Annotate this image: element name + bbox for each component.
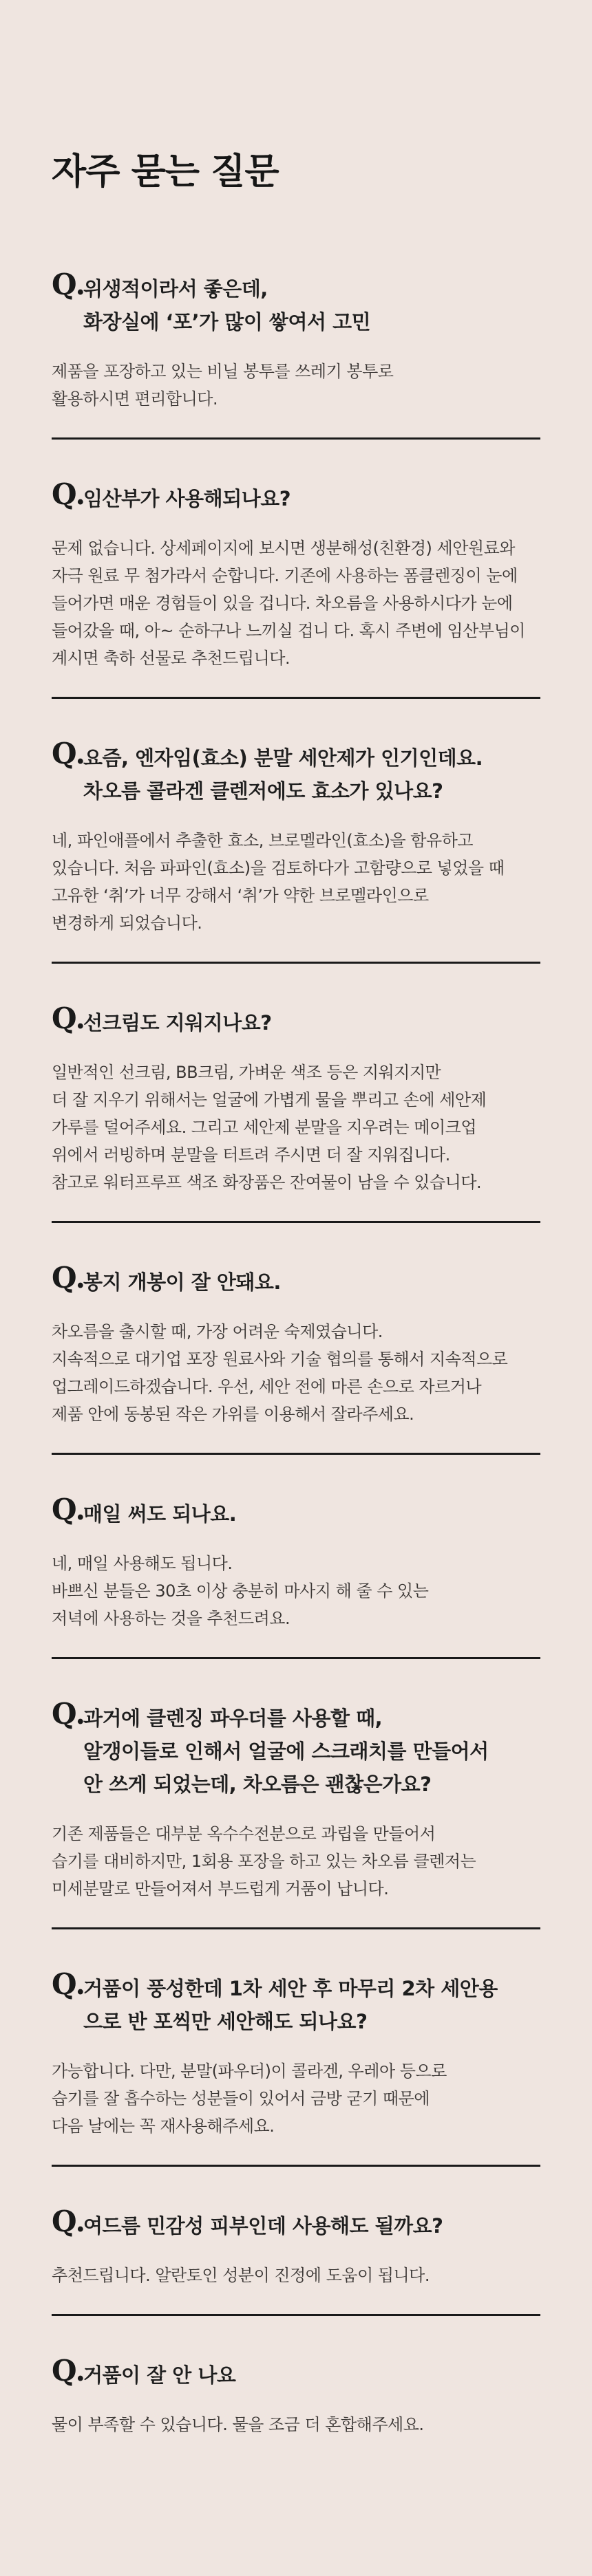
- faq-item: [52, 477, 540, 699]
- answer-line: 고유한 ‘취’가 너무 강해서 ‘취’가 약한 브로멜라인으로: [52, 886, 429, 905]
- answer-line: 계시면 축하 선물로 추천드립니다.: [52, 649, 290, 668]
- question-text: [83, 2209, 540, 2242]
- faq-question: [52, 1967, 540, 2038]
- question-line: 요즘, 엔자임(효소) 분말 세안제가 인기인데요.: [83, 746, 483, 770]
- page-title: 자주 묻는 질문: [52, 151, 279, 193]
- question-text: [83, 742, 540, 808]
- question-line: 거품이 잘 안 나요: [83, 2363, 236, 2387]
- question-mark-label: Q.: [52, 477, 86, 511]
- question-line: 화장실에 ‘포’가 많이 쌓여서 고민: [83, 310, 371, 334]
- answer-line: 저녁에 사용하는 것을 추천드려요.: [52, 1609, 290, 1628]
- answer-line: 더 잘 지우기 위해서는 얼굴에 가볍게 물을 뿌리고 손에 세안제: [52, 1090, 487, 1110]
- answer-line: 가루를 덜어주세요. 그리고 세안제 분말을 지우려는 메이크업: [52, 1118, 477, 1137]
- question-mark-label: Q.: [52, 1002, 86, 1035]
- faq-answer: [52, 1059, 540, 1221]
- faq-answer: [52, 1550, 540, 1657]
- faq-item: [52, 1697, 540, 1929]
- answer-line: 네, 파인애플에서 추출한 효소, 브로멜라인(효소)을 함유하고: [52, 831, 474, 850]
- question-text: [83, 2359, 540, 2392]
- question-mark-label: Q.: [52, 268, 86, 301]
- question-line: 선크림도 지워지나요?: [83, 1011, 272, 1035]
- question-mark-label: Q.: [52, 737, 86, 770]
- question-text: [83, 1006, 540, 1039]
- question-line: 차오름 콜라겐 클렌저에도 효소가 있나요?: [83, 779, 443, 803]
- faq-item: [52, 737, 540, 964]
- answer-line: 습기를 대비하지만, 1회용 포장을 하고 있는 차오름 클렌저는: [52, 1852, 476, 1871]
- answer-line: 위에서 러빙하며 분말을 터트려 주시면 더 잘 지워집니다.: [52, 1145, 450, 1165]
- faq-answer: [52, 1820, 540, 1927]
- answer-line: 참고로 워터프루프 색조 화장품은 잔여물이 남을 수 있습니다.: [52, 1173, 482, 1192]
- faq-list: [52, 268, 540, 2463]
- question-line: 으로 반 포씩만 세안해도 되나요?: [83, 2010, 368, 2033]
- question-line: 거품이 풍성한데 1차 세안 후 마무리 2차 세안용: [83, 1977, 498, 2000]
- faq-question: [52, 1493, 540, 1530]
- faq-item: [52, 1493, 540, 1659]
- faq-item: [52, 2205, 540, 2316]
- answer-line: 가능합니다. 다만, 분말(파우더)이 콜라겐, 우레아 등으로: [52, 2061, 447, 2081]
- question-mark-label: Q.: [52, 2205, 86, 2238]
- answer-line: 업그레이드하겠습니다. 우선, 세안 전에 마른 손으로 자르거나: [52, 1377, 482, 1396]
- answer-line: 변경하게 되었습니다.: [52, 913, 202, 933]
- faq-answer: [52, 2262, 540, 2314]
- answer-line: 들어갔을 때, 아~ 순하구나 느끼실 겁니 다. 혹시 주변에 임산부님이: [52, 621, 525, 640]
- faq-question: [52, 1002, 540, 1039]
- question-line: 임산부가 사용해되나요?: [83, 487, 291, 510]
- faq-answer: [52, 1318, 540, 1453]
- question-mark-label: Q.: [52, 1697, 86, 1731]
- faq-answer: [52, 2411, 540, 2463]
- faq-item: [52, 1261, 540, 1455]
- faq-answer: [52, 534, 540, 697]
- question-mark-label: Q.: [52, 1261, 86, 1295]
- question-line: 여드름 민감성 피부인데 사용해도 될까요?: [83, 2214, 443, 2238]
- answer-line: 일반적인 선크림, BB크림, 가벼운 색조 등은 지워지지만: [52, 1063, 441, 1082]
- answer-line: 미세분말로 만들어져서 부드럽게 거품이 납니다.: [52, 1879, 389, 1898]
- question-mark-label: Q.: [52, 1493, 86, 1526]
- faq-question: [52, 1697, 540, 1801]
- question-text: [83, 1497, 540, 1530]
- question-text: [83, 482, 540, 515]
- faq-question: [52, 477, 540, 515]
- faq-item: [52, 1967, 540, 2167]
- answer-line: 제품을 포장하고 있는 비닐 봉투를 쓰레기 봉투로: [52, 362, 394, 381]
- answer-line: 있습니다. 처음 파파인(효소)을 검토하다가 고함량으로 넣었을 때: [52, 858, 505, 878]
- question-text: [83, 272, 540, 338]
- faq-item: [52, 1002, 540, 1223]
- answer-line: 네, 매일 사용해도 됩니다.: [52, 1554, 233, 1573]
- answer-line: 들어가면 매운 경험들이 있을 겁니다. 차오름을 사용하시다가 눈에: [52, 594, 513, 613]
- faq-item: [52, 2354, 540, 2463]
- faq-question: [52, 737, 540, 808]
- faq-question: [52, 2205, 540, 2242]
- answer-line: 바쁘신 분들은 30초 이상 충분히 마사지 해 줄 수 있는: [52, 1581, 429, 1601]
- answer-line: 습기를 잘 흡수하는 성분들이 있어서 금방 굳기 때문에: [52, 2089, 430, 2108]
- question-line: 과거에 클렌징 파우더를 사용할 때,: [83, 1707, 383, 1730]
- question-line: 안 쓰게 되었는데, 차오름은 괜찮은가요?: [83, 1773, 432, 1796]
- question-text: [83, 1266, 540, 1299]
- question-mark-label: Q.: [52, 1967, 86, 2001]
- faq-question: [52, 2354, 540, 2392]
- answer-line: 제품 안에 동봉된 작은 가위를 이용해서 잘라주세요.: [52, 1405, 414, 1424]
- answer-line: 활용하시면 편리합니다.: [52, 389, 218, 409]
- faq-question: [52, 1261, 540, 1299]
- faq-item: [52, 268, 540, 440]
- faq-answer: [52, 2057, 540, 2165]
- faq-answer: [52, 827, 540, 962]
- question-line: 봉지 개봉이 잘 안돼요.: [83, 1270, 281, 1294]
- question-line: 위생적이라서 좋은데,: [83, 277, 268, 301]
- question-mark-label: Q.: [52, 2354, 86, 2388]
- question-line: 알갱이들로 인해서 얼굴에 스크래치를 만들어서: [83, 1740, 489, 1763]
- question-text: [83, 1702, 540, 1801]
- answer-line: 문제 없습니다. 상세페이지에 보시면 생분해성(친환경) 세안원료와: [52, 539, 515, 558]
- faq-answer: [52, 358, 540, 437]
- question-line: 매일 써도 되나요.: [83, 1502, 237, 1526]
- faq-question: [52, 268, 540, 338]
- answer-line: 물이 부족할 수 있습니다. 물을 조금 더 혼합해주세요.: [52, 2415, 424, 2434]
- answer-line: 차오름을 출시할 때, 가장 어려운 숙제였습니다.: [52, 1322, 383, 1341]
- answer-line: 추천드립니다. 알란토인 성분이 진정에 도움이 됩니다.: [52, 2266, 430, 2285]
- question-text: [83, 1972, 540, 2038]
- answer-line: 자극 원료 무 첨가라서 순합니다. 기존에 사용하는 폼클렌징이 눈에: [52, 566, 518, 585]
- answer-line: 다음 날에는 꼭 재사용해주세요.: [52, 2117, 275, 2136]
- answer-line: 지속적으로 대기업 포장 원료사와 기술 협의를 통해서 지속적으로: [52, 1350, 508, 1369]
- answer-line: 기존 제품들은 대부분 옥수수전분으로 과립을 만들어서: [52, 1824, 436, 1843]
